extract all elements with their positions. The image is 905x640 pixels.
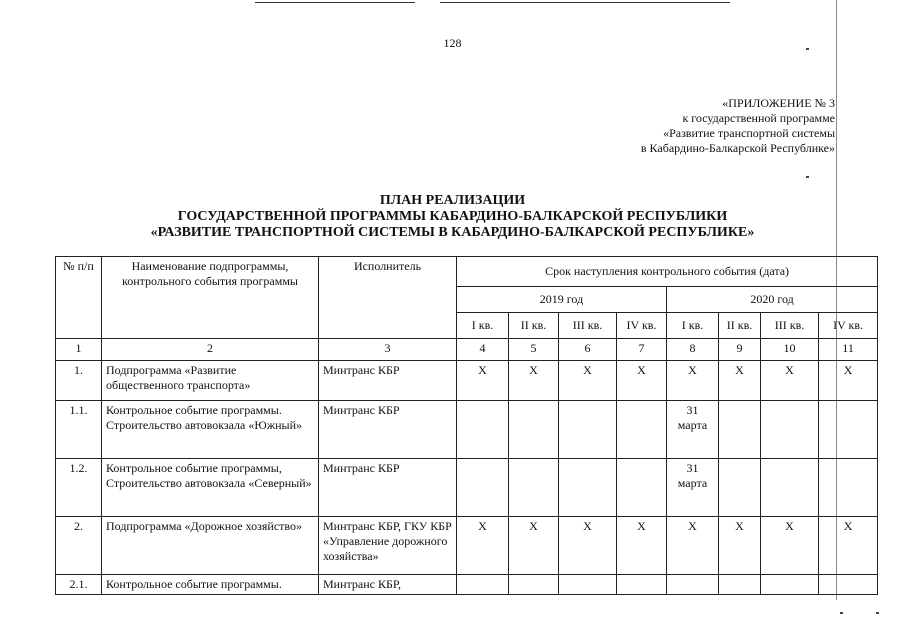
appendix-line: в Кабардино-Балкарской Республике» [640, 141, 835, 155]
row-executor: Минтранс КБР [319, 459, 457, 517]
row-mark [509, 575, 559, 595]
header-deadline: Срок наступления контрольного события (дата) [457, 257, 878, 287]
column-number: 1 [56, 339, 102, 361]
scan-artifact-dot [876, 612, 879, 614]
column-number: 9 [719, 339, 761, 361]
row-mark: Х [617, 517, 667, 575]
scan-artifact-dot [840, 612, 843, 614]
row-mark [719, 401, 761, 459]
header-quarter: I кв. [457, 313, 509, 339]
row-executor: Минтранс КБР [319, 401, 457, 459]
row-mark: Х [819, 361, 878, 401]
appendix-line: к государственной программе [682, 111, 835, 125]
header-name: Наименование подпрограммы, контрольного события программы [102, 257, 319, 339]
row-mark [617, 401, 667, 459]
column-number-row [56, 339, 878, 361]
row-mark: 31 марта [667, 401, 719, 459]
header-quarter: III кв. [559, 313, 617, 339]
row-mark [559, 401, 617, 459]
column-number: 6 [559, 339, 617, 361]
row-mark: Х [457, 517, 509, 575]
header-year-2019: 2019 год [457, 287, 667, 313]
row-num: 1. [56, 361, 102, 401]
row-executor: Минтранс КБР [319, 361, 457, 401]
row-mark: Х [719, 517, 761, 575]
header-year-2020: 2020 год [667, 287, 878, 313]
row-mark: Х [761, 517, 819, 575]
row-mark: Х [667, 361, 719, 401]
row-mark [617, 575, 667, 595]
table-row [56, 517, 878, 575]
appendix-note [641, 96, 835, 156]
row-mark [819, 459, 878, 517]
row-mark: Х [719, 361, 761, 401]
row-mark [457, 401, 509, 459]
title-line: ПЛАН РЕАЛИЗАЦИИ [379, 193, 526, 208]
column-number: 10 [761, 339, 819, 361]
header-quarter: IV кв. [819, 313, 878, 339]
header-quarter: IV кв. [617, 313, 667, 339]
row-name: Контрольное событие программы, Строительство автовокзала «Северный» [102, 459, 319, 517]
row-mark: Х [457, 361, 509, 401]
header-num: № п/п [56, 257, 102, 339]
row-mark: Х [819, 517, 878, 575]
row-executor: Минтранс КБР, [319, 575, 457, 595]
row-mark [819, 401, 878, 459]
row-mark: Х [667, 517, 719, 575]
row-mark: Х [559, 361, 617, 401]
row-name: Контрольное событие программы. Строительство автовокзала «Южный» [102, 401, 319, 459]
row-mark [819, 575, 878, 595]
column-number: 11 [819, 339, 878, 361]
column-number: 4 [457, 339, 509, 361]
scan-artifact-dot [806, 176, 809, 178]
row-num: 1.2. [56, 459, 102, 517]
row-mark [457, 575, 509, 595]
page-number: 128 [443, 36, 462, 50]
row-mark [509, 459, 559, 517]
row-mark [719, 575, 761, 595]
row-mark [761, 401, 819, 459]
row-num: 2. [56, 517, 102, 575]
row-name: Контрольное событие программы. [102, 575, 319, 595]
row-mark [761, 459, 819, 517]
row-executor: Минтранс КБР, ГКУ КБР «Управление дорожного хозяйства» [319, 517, 457, 575]
table-row [56, 459, 878, 517]
row-mark: Х [509, 517, 559, 575]
row-mark: Х [617, 361, 667, 401]
row-mark [559, 459, 617, 517]
column-number: 5 [509, 339, 559, 361]
table-row [56, 401, 878, 459]
row-mark: Х [559, 517, 617, 575]
title-line: «РАЗВИТИЕ ТРАНСПОРТНОЙ СИСТЕМЫ В КАБАРДИНО-БАЛКАРСКОЙ РЕСПУБЛИКЕ» [150, 225, 755, 240]
header-quarter: II кв. [509, 313, 559, 339]
table-row [56, 361, 878, 401]
appendix-line: «Развитие транспортной системы [663, 126, 835, 140]
row-mark [509, 401, 559, 459]
row-name: Подпрограмма «Дорожное хозяйство» [102, 517, 319, 575]
column-number: 7 [617, 339, 667, 361]
header-quarter: III кв. [761, 313, 819, 339]
scan-artifact-top-line [440, 2, 730, 3]
row-mark: Х [761, 361, 819, 401]
row-num: 1.1. [56, 401, 102, 459]
header-quarter: II кв. [719, 313, 761, 339]
header-quarter: I кв. [667, 313, 719, 339]
row-mark: 31 марта [667, 459, 719, 517]
row-mark [617, 459, 667, 517]
title-line: ГОСУДАРСТВЕННОЙ ПРОГРАММЫ КАБАРДИНО-БАЛКАРСКОЙ РЕСПУБЛИКИ [177, 209, 728, 224]
row-mark [457, 459, 509, 517]
scan-artifact-top-line [255, 2, 415, 3]
row-mark [667, 575, 719, 595]
row-num: 2.1. [56, 575, 102, 595]
header-executor: Исполнитель [319, 257, 457, 339]
row-mark [761, 575, 819, 595]
table-row [56, 575, 878, 595]
row-mark [559, 575, 617, 595]
document-title [0, 193, 905, 241]
column-number: 2 [102, 339, 319, 361]
column-number: 3 [319, 339, 457, 361]
appendix-line: «ПРИЛОЖЕНИЕ № 3 [722, 96, 835, 110]
row-name: Подпрограмма «Развитие общественного транспорта» [102, 361, 319, 401]
row-mark [719, 459, 761, 517]
column-number: 8 [667, 339, 719, 361]
row-mark: Х [509, 361, 559, 401]
implementation-plan-table [55, 256, 878, 595]
